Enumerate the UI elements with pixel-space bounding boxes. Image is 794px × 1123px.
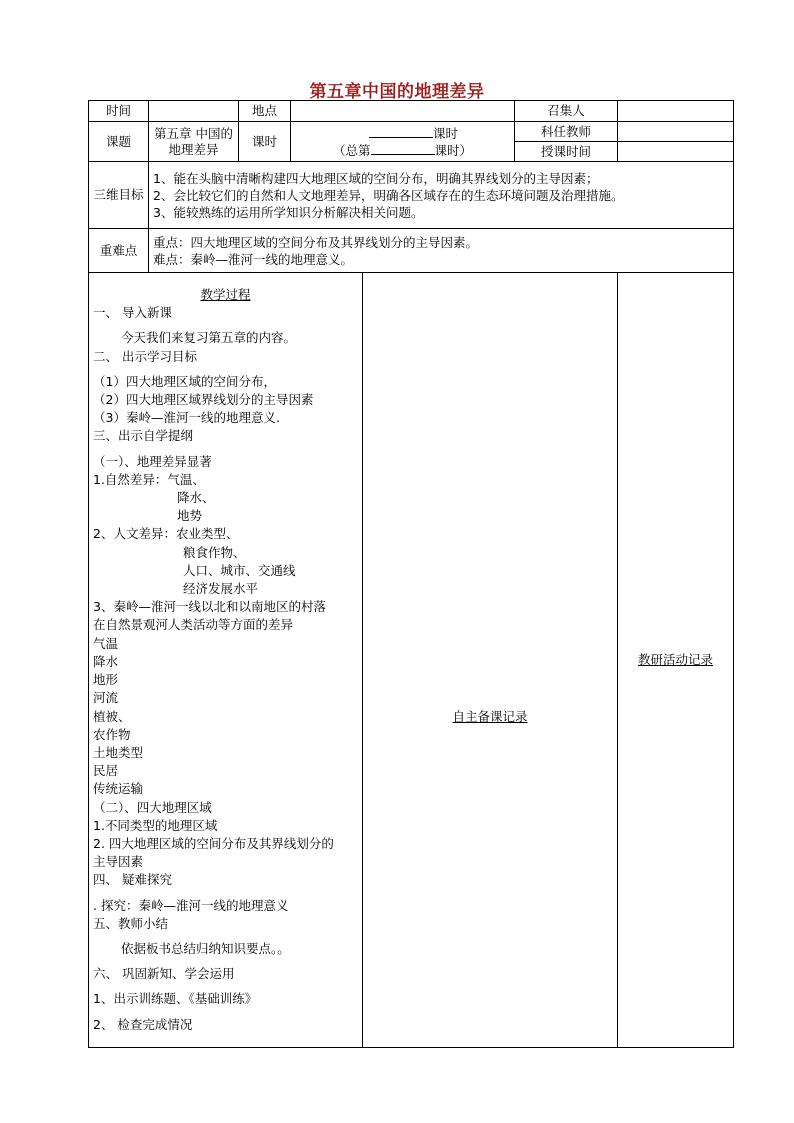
process-line: 四、 疑难探究 — [93, 872, 172, 888]
period-line2-prefix: （总第 — [332, 142, 371, 158]
objectives-label: 三维目标 — [89, 162, 149, 229]
objectives-content — [149, 162, 734, 229]
process-line: 五、教师小结 — [93, 915, 169, 931]
teaching-process-cell — [89, 273, 363, 1048]
document-title: 第五章中国的地理差异 — [309, 82, 485, 102]
process-line: （一）、地理差异显著 — [93, 453, 212, 469]
objective-item: 3、能较熟练的运用所学知识分析解决相关问题。 — [153, 204, 424, 220]
row-time-place — [89, 101, 734, 122]
process-line: 依据板书总结归纳知识要点。。 — [121, 940, 290, 956]
key-point-item: 难点：秦岭—淮河一线的地理意义。 — [153, 251, 354, 267]
process-line: 今天我们来复习第五章的内容。 — [121, 330, 297, 346]
research-heading: 教研活动记录 — [638, 652, 714, 667]
topic-value: 第五章 中国的地理差异 — [149, 122, 239, 162]
process-line: 在自然景观河人类活动等方面的差异 — [93, 617, 294, 633]
self-prep-cell — [363, 273, 618, 1048]
period-line2-suffix: 课时） — [434, 142, 473, 158]
process-line: 土地类型 — [93, 744, 144, 760]
process-line: 一、 导入新课 — [93, 305, 172, 321]
lesson-time-value — [618, 142, 734, 162]
process-line: 主导因素 — [93, 854, 144, 870]
row-objectives — [89, 162, 734, 229]
period-value — [291, 122, 515, 162]
process-line: 1.自然差异：气温、 — [93, 471, 205, 487]
process-line: 地形 — [93, 672, 119, 688]
process-line: 六、 巩固新知、学会运用 — [93, 966, 235, 982]
row-process — [89, 273, 734, 1048]
process-line: （二）、四大地理区域 — [93, 799, 212, 815]
row-topic-a — [89, 122, 734, 142]
process-line: （3）秦岭—淮河一线的地理意义. — [93, 410, 280, 426]
key-points-label: 重难点 — [89, 229, 149, 273]
period-line1-suffix: 课时 — [432, 125, 458, 141]
process-line: 传统运输 — [93, 781, 144, 797]
process-line: 经济发展水平 — [183, 581, 259, 597]
key-points-content — [149, 229, 734, 273]
teacher-label: 科任教师 — [515, 122, 618, 142]
topic-label: 课题 — [89, 122, 149, 162]
process-line: 1.不同类型的地理区域 — [93, 817, 218, 833]
process-line: 1、出示训练题、《基础训练》 — [93, 991, 258, 1007]
objective-item: 2、会比较它们的自然和人文地理差异，明确各区域存在的生态环境问题及治理措施。 — [153, 187, 624, 203]
research-cell — [618, 273, 734, 1048]
convener-value — [618, 101, 734, 122]
process-line: 河流 — [93, 690, 119, 706]
process-line: 降水 — [93, 653, 119, 669]
row-key-points — [89, 229, 734, 273]
process-line: 降水、 — [177, 490, 215, 506]
time-value — [149, 101, 239, 122]
process-line: 地势 — [177, 508, 203, 524]
time-label: 时间 — [89, 101, 149, 122]
process-line: 2、 检查完成情况 — [93, 1016, 193, 1032]
process-line: 三、出示自学提纲 — [93, 428, 194, 444]
period-label: 课时 — [239, 122, 291, 162]
objective-item: 1、能在头脑中清晰构建四大地理区域的空间分布，明确其界线划分的主导因素； — [153, 170, 599, 186]
lesson-time-label: 授课时间 — [515, 142, 618, 162]
place-label: 地点 — [239, 101, 291, 122]
lesson-plan-table — [88, 100, 734, 1048]
teaching-process-heading: 教学过程 — [200, 287, 251, 303]
process-line: 2、人文差异：农业类型、 — [93, 526, 239, 542]
process-line: 粮食作物、 — [183, 544, 246, 560]
process-line: 植被、 — [93, 708, 131, 724]
process-line: 民居 — [93, 763, 119, 779]
process-line: 农作物 — [93, 726, 131, 742]
convener-label: 召集人 — [515, 101, 618, 122]
process-line: 二、 出示学习目标 — [93, 348, 197, 364]
place-value — [291, 101, 515, 122]
teacher-value — [618, 122, 734, 142]
process-line: 人口、城市、交通线 — [183, 562, 296, 578]
process-line: （2）四大地理区域界线划分的主导因素 — [93, 392, 314, 408]
key-point-item: 重点：四大地理区域的空间分布及其界线划分的主导因素。 — [153, 234, 479, 250]
total-period-blank — [371, 142, 435, 155]
process-line: 2. 四大地理区域的空间分布及其界线划分的 — [93, 835, 334, 851]
process-line: 3、秦岭—淮河一线以北和以南地区的村落 — [93, 599, 326, 615]
period-blank — [369, 125, 433, 138]
self-prep-heading: 自主备课记录 — [452, 709, 528, 724]
process-line: 气温 — [93, 635, 119, 651]
process-line: . 探究：秦岭—淮河一线的地理意义 — [93, 897, 289, 913]
process-line: （1）四大地理区域的空间分布， — [93, 373, 276, 389]
